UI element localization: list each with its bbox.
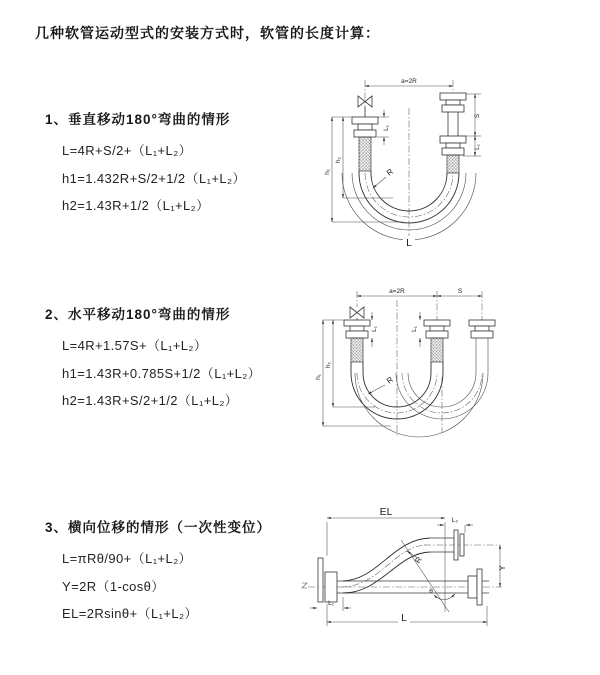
length-label: L bbox=[406, 237, 412, 249]
formula-line: h1=1.432R+S/2+1/2（L₁+L₂） bbox=[62, 170, 246, 186]
dim-label-l1-left: L₁ bbox=[371, 326, 378, 332]
dim-label-el: EL bbox=[379, 506, 393, 518]
dim-label-l1-right: L₁ bbox=[474, 144, 481, 150]
valve-icon bbox=[350, 307, 364, 318]
dim-label-span: a=2R bbox=[401, 78, 417, 85]
right-braid-section bbox=[447, 155, 459, 173]
theta-arc bbox=[434, 594, 455, 600]
dim-label-h2: h₂ bbox=[335, 156, 342, 164]
radius-label: R bbox=[384, 166, 395, 178]
formula-line: h2=1.43R+1/2（L₁+L₂） bbox=[62, 198, 210, 213]
length-label: L bbox=[401, 612, 407, 624]
dim-label-l1-mid: L₁ bbox=[411, 326, 418, 332]
dim-label-l1-left: L₁ bbox=[383, 125, 390, 131]
section-2-formulas bbox=[62, 332, 261, 415]
section-3-heading: 3、横向位移的情形（一次性变位） bbox=[45, 520, 272, 535]
left-braid-section bbox=[359, 137, 371, 171]
formula-line: L=4R+S/2+（L₁+L₂） bbox=[62, 143, 193, 158]
dim-label-s: S bbox=[457, 288, 463, 295]
section-1 bbox=[45, 108, 246, 220]
section-1-formulas bbox=[62, 137, 246, 220]
dim-label-l2: L₂ bbox=[451, 517, 459, 524]
right-lower-flange bbox=[440, 136, 466, 155]
theta-label: θ bbox=[429, 588, 433, 595]
formula-line: L=4R+1.57S+（L₁+L₂） bbox=[62, 338, 208, 353]
dim-label-h1: h₁ bbox=[324, 169, 331, 175]
formula-line: L=πRθ/90+（L₁+L₂） bbox=[62, 551, 192, 566]
dim-label-s: S bbox=[474, 113, 481, 119]
section-3 bbox=[45, 516, 271, 628]
formula-line: EL=2Rsinθ+（L₁+L₂） bbox=[62, 606, 198, 621]
radius-leader bbox=[373, 177, 386, 188]
right-flange bbox=[468, 569, 482, 605]
diagram-lateral-displacement bbox=[298, 500, 513, 635]
right-pipe bbox=[448, 112, 458, 136]
displaced-leg bbox=[476, 338, 488, 373]
radius-line bbox=[401, 540, 449, 612]
dim-label-h2: h₂ bbox=[325, 361, 332, 369]
page-title: 几种软管运动型式的安装方式时，软管的长度计算： bbox=[35, 25, 380, 41]
s-curve-hose bbox=[340, 538, 430, 593]
section-1-heading: 1、垂直移动180°弯曲的情形 bbox=[45, 112, 231, 127]
radius-label: R bbox=[384, 374, 395, 386]
left-flange bbox=[344, 320, 370, 338]
mid-braid-section bbox=[431, 338, 443, 362]
section-2 bbox=[45, 303, 261, 415]
left-braid-section bbox=[351, 338, 363, 362]
mid-flange bbox=[424, 320, 450, 338]
right-upper-flange bbox=[440, 93, 466, 112]
left-flange bbox=[352, 117, 378, 137]
diagram-horizontal-180-bend bbox=[315, 281, 567, 453]
section-2-heading: 2、水平移动180°弯曲的情形 bbox=[45, 307, 231, 322]
radius-leader bbox=[368, 385, 385, 394]
dim-label-span: a=2R bbox=[389, 288, 405, 295]
formula-line: Y=2R（1-cosθ） bbox=[62, 578, 165, 594]
dim-label-h1: h₁ bbox=[315, 374, 322, 380]
dim-label-l1: L₁ bbox=[328, 600, 334, 607]
right-flange bbox=[469, 320, 495, 338]
radius-label: R bbox=[413, 555, 424, 566]
dim-label-y: Y bbox=[498, 565, 507, 571]
formula-line: h2=1.43R+S/2+1/2（L₁+L₂） bbox=[62, 393, 239, 408]
hose-u-bend-pos2 bbox=[355, 373, 488, 437]
section-3-formulas bbox=[62, 545, 271, 628]
left-flange bbox=[318, 558, 337, 602]
diagram-vertical-180-bend bbox=[315, 70, 557, 254]
formula-line: h1=1.43R+0.785S+1/2（L₁+L₂） bbox=[62, 365, 262, 381]
centerline-mark bbox=[302, 583, 307, 588]
